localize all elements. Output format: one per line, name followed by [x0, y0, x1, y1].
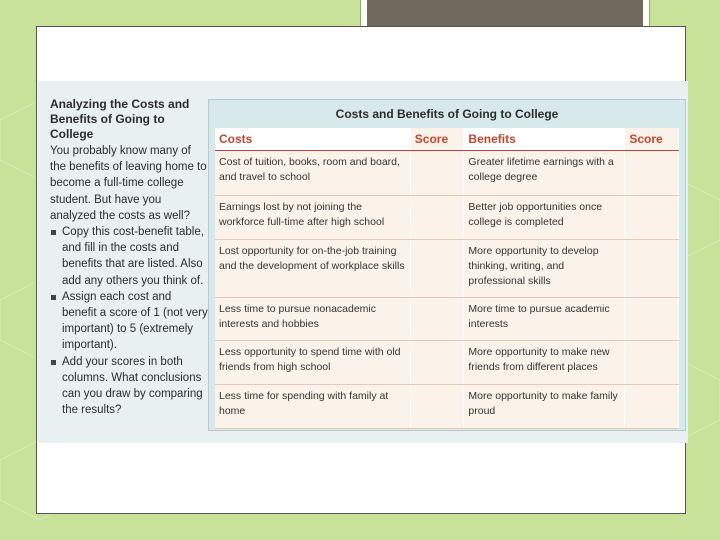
table-row: [215, 151, 679, 196]
cost-cell: Less time for spending with family at home: [215, 385, 410, 429]
cost-cell: Less opportunity to spend time with old friends from high school: [215, 341, 410, 385]
table-row: [215, 240, 679, 298]
benefit-cell: Better job opportunities once college is completed: [464, 196, 625, 240]
header-score: Score: [625, 128, 679, 151]
table-row: [215, 385, 679, 429]
score-cell: [410, 151, 464, 196]
cost-benefit-table-panel: [208, 99, 686, 431]
header-score: Score: [410, 128, 464, 151]
score-cell: [625, 385, 679, 429]
score-cell: [410, 385, 464, 429]
cost-cell: Cost of tuition, books, room and board, and travel to school: [215, 151, 410, 196]
table-header-row: [215, 128, 679, 151]
header-costs: Costs: [215, 128, 410, 151]
benefit-cell: More opportunity to develop thinking, writing, and professional skills: [464, 240, 625, 298]
cost-benefit-table: [215, 128, 679, 429]
textbook-figure: [38, 81, 688, 443]
score-cell: [625, 341, 679, 385]
header-benefits: Benefits: [464, 128, 625, 151]
instruction-item: Assign each cost and benefit a score of 1 (not very important) to 5 (extremely important).: [50, 289, 208, 354]
score-cell: [625, 240, 679, 298]
instruction-item: Copy this cost-benefit table, and fill in the costs and benefits that are listed. Also add any others you think of.: [50, 224, 208, 289]
cost-cell: Lost opportunity for on-the-job training and the development of workplace skills: [215, 240, 410, 298]
benefit-cell: More opportunity to make family proud: [464, 385, 625, 429]
benefit-cell: More time to pursue academic interests: [464, 298, 625, 341]
score-cell: [625, 298, 679, 341]
benefit-cell: More opportunity to make new friends from different places: [464, 341, 625, 385]
instructions-heading: Analyzing the Costs and Benefits of Going to College: [50, 97, 190, 141]
table-row: [215, 341, 679, 385]
table-title: Costs and Benefits of Going to College: [335, 107, 559, 121]
score-cell: [410, 196, 464, 240]
table-row: [215, 298, 679, 341]
benefit-cell: Greater lifetime earnings with a college degree: [464, 151, 625, 196]
cost-cell: Earnings lost by not joining the workforce full-time after high school: [215, 196, 410, 240]
instructions-panel: [50, 97, 208, 418]
instruction-item: Add your scores in both columns. What conclusions can you draw by comparing the results?: [50, 354, 208, 419]
score-cell: [625, 151, 679, 196]
score-cell: [410, 240, 464, 298]
instructions-list: [50, 224, 208, 418]
score-cell: [410, 298, 464, 341]
cost-cell: Less time to pursue nonacademic interests and hobbies: [215, 298, 410, 341]
score-cell: [625, 196, 679, 240]
table-row: [215, 196, 679, 240]
score-cell: [410, 341, 464, 385]
instructions-intro: You probably know many of the benefits of leaving home to become a full-time college student. But have you analyzed the costs as well?: [50, 145, 207, 222]
